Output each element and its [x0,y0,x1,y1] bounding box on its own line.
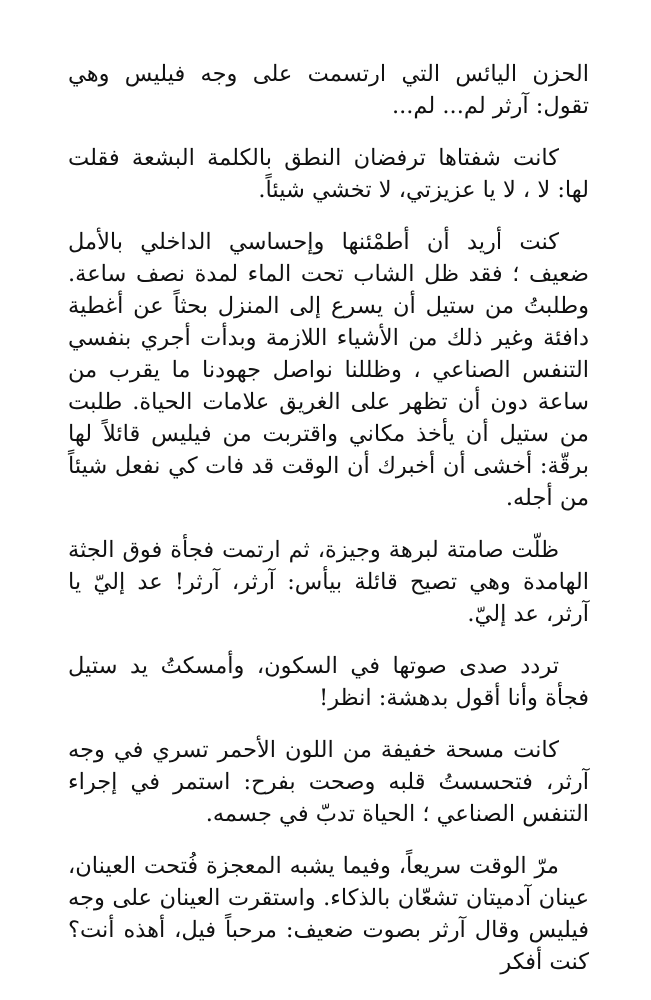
paragraph-6: كانت مسحة خفيفة من اللون الأحمر تسري في وجه آرثر، فتحسستُ قلبه وصحت بفرح: استمر في إجراء التنفس الصناعي ؛ الحياة تدبّ في جسمه. [68,737,589,827]
paragraph-1: الحزن اليائس التي ارتسمت على وجه فيليس وهي تقول: آرثر لم... لم... [68,61,589,119]
paragraph-4: ظلّت صامتة لبرهة وجيزة، ثم ارتمت فجأة فوق الجثة الهامدة وهي تصيح قائلة بيأس: آرثر، آرثر! عد إليّ يا آرثر، عد إليّ. [68,537,589,627]
paragraph-7: مرّ الوقت سريعاً، وفيما يشبه المعجزة فُتحت العينان، عينان آدميتان تشعّان بالذكاء. واستقرت العينان على وجه فيليس وقال آرثر بصوت ضعيف: مرحباً فيل، أهذه أنت؟ كنت أفكر [68,853,589,975]
paragraph-3: كنت أريد أن أطمْئنها وإحساسي الداخلي بالأمل ضعيف ؛ فقد ظل الشاب تحت الماء لمدة نصف ساعة. وطلبتُ من ستيل أن يسرع إلى المنزل بحثاً عن أغطية دافئة وغير ذلك من الأشياء اللازمة وبدأت أجري بنفسي التنفس الصناعي ، وظللنا نواصل جهودنا ما يقرب من ساعة دون أن تظهر على الغريق علامات الحياة. طلبت من ستيل أن يأخذ مكاني واقتربت من فيليس قائلاً لها برقّة: أخشى أن أخبرك أن الوقت قد فات كي نفعل شيئاً من أجله. [68,229,589,511]
paragraph-2: كانت شفتاها ترفضان النطق بالكلمة البشعة فقلت لها: لا ، لا يا عزيزتي، لا تخشي شيئاً. [68,145,589,203]
paragraph-5: تردد صدى صوتها في السكون، وأمسكتُ يد ستيل فجأة وأنا أقول بدهشة: انظر! [68,653,589,711]
